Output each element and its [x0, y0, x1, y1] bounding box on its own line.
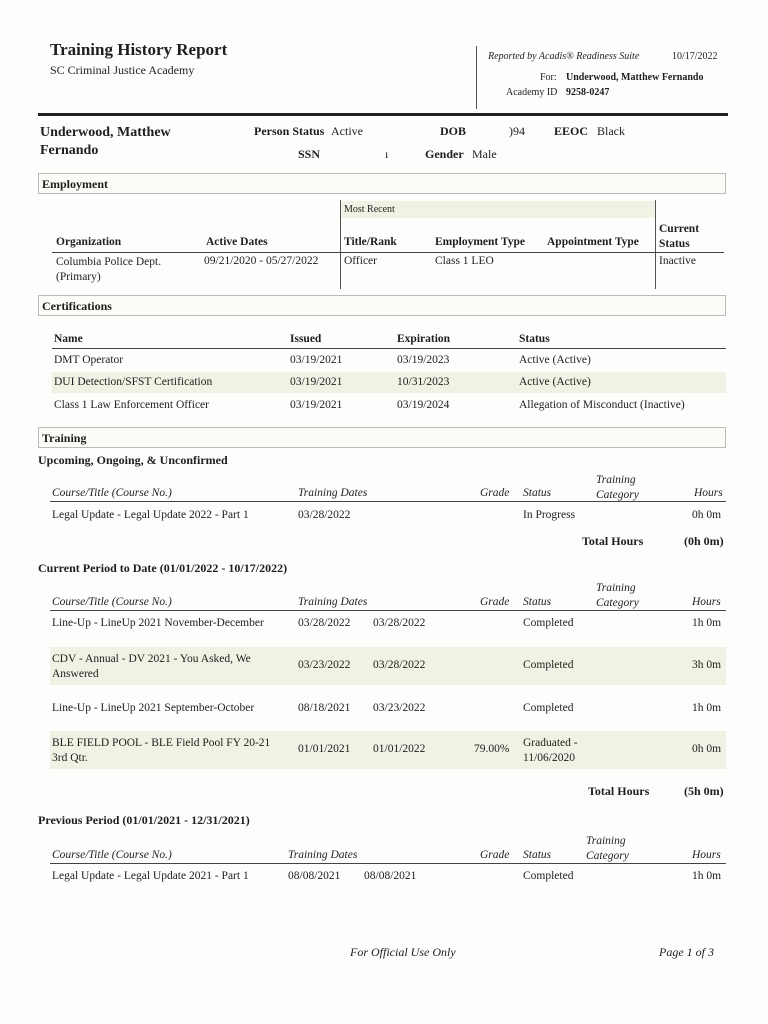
training-row-status: Graduated - 11/06/2020	[523, 737, 578, 764]
training-row-status: Completed	[523, 870, 574, 882]
cert-row-expiration: 10/31/2023	[397, 376, 450, 388]
training-row-course: Legal Update - Legal Update 2022 - Part 1	[52, 509, 249, 521]
employment-header-rule	[52, 252, 724, 253]
training-row-start: 03/28/2022	[298, 617, 351, 629]
header-rule	[38, 113, 728, 116]
cert-row-name: DMT Operator	[54, 354, 124, 366]
certifications-section-bar	[38, 295, 726, 316]
cert-row-expiration: 03/19/2024	[397, 399, 450, 411]
training-row-hours: 1h 0m	[692, 702, 722, 714]
upcoming-header-rule	[50, 501, 726, 502]
emp-row-current-status: Inactive	[659, 255, 697, 267]
cert-row-status: Active (Active)	[519, 354, 591, 366]
training-row-end: 03/28/2022	[373, 659, 426, 671]
current-total-label: Total Hours	[588, 784, 650, 798]
current-header-grade: Grade	[480, 596, 510, 608]
emp-header-employment-type: Employment Type	[435, 236, 525, 248]
current-total-value: (5h 0m)	[684, 784, 724, 798]
current-header-rule	[50, 610, 726, 611]
training-row-hours: 0h 0m	[692, 509, 722, 521]
for-value: Underwood, Matthew Fernando	[566, 72, 704, 83]
cert-row-status: Active (Active)	[519, 376, 591, 388]
certifications-section-label: Certifications	[42, 299, 112, 313]
cert-row-issued: 03/19/2021	[290, 376, 343, 388]
person-name: Underwood, Matthew Fernando	[40, 125, 171, 158]
cert-row-issued: 03/19/2021	[290, 354, 343, 366]
reported-by: Reported by Acadis® Readiness Suite	[488, 51, 640, 62]
person-status-value: Active	[331, 124, 363, 138]
emp-header-title-rank: Title/Rank	[344, 236, 397, 248]
training-row-status: Completed	[523, 617, 574, 629]
person-status-label: Person Status	[254, 124, 325, 138]
training-row-end: 03/23/2022	[373, 702, 426, 714]
training-row-course: BLE FIELD POOL - BLE Field Pool FY 20-21 3rd Qtr.	[52, 737, 271, 764]
previous-header-hours: Hours	[692, 849, 721, 861]
training-row-status: Completed	[523, 659, 574, 671]
upcoming-header-hours: Hours	[694, 487, 723, 499]
training-row-status: In Progress	[523, 509, 576, 521]
training-row-hours: 3h 0m	[692, 659, 722, 671]
emp-row-organization: Columbia Police Dept. (Primary)	[56, 256, 162, 283]
previous-period-heading: Previous Period (01/01/2021 - 12/31/2021)	[38, 813, 250, 827]
report-title: Training History Report	[50, 40, 228, 59]
cert-header-rule	[52, 348, 726, 349]
training-row-course: Line-Up - LineUp 2021 September-October	[52, 702, 255, 714]
previous-header-grade: Grade	[480, 849, 510, 861]
for-label: For:	[540, 72, 557, 83]
gender-label: Gender	[425, 147, 464, 161]
training-row-hours: 1h 0m	[692, 617, 722, 629]
current-header-dates: Training Dates	[298, 596, 368, 608]
eeoc-value: Black	[597, 124, 625, 138]
employment-divider-right	[655, 200, 656, 289]
emp-header-appointment-type: Appointment Type	[547, 236, 639, 248]
training-row-course: Line-Up - LineUp 2021 November-December	[52, 617, 264, 629]
training-row-start: 01/01/2021	[298, 743, 351, 755]
current-header-hours: Hours	[692, 596, 721, 608]
previous-header-dates: Training Dates	[288, 849, 358, 861]
cert-header-name: Name	[54, 333, 83, 345]
footer-notice: For Official Use Only	[350, 945, 456, 959]
dob-value: )94	[509, 124, 525, 138]
header-divider	[476, 46, 477, 109]
training-row-course: Legal Update - Legal Update 2021 - Part 1	[52, 870, 249, 882]
upcoming-header-status: Status	[523, 487, 552, 499]
training-row-start: 03/23/2022	[298, 659, 351, 671]
employment-section-bar	[38, 173, 726, 194]
cert-header-status: Status	[519, 333, 550, 345]
upcoming-heading: Upcoming, Ongoing, & Unconfirmed	[38, 453, 228, 467]
emp-header-current-status: Current Status	[659, 223, 700, 250]
cert-row-expiration: 03/19/2023	[397, 354, 450, 366]
eeoc-label: EEOC	[554, 124, 589, 138]
training-row-grade: 79.00%	[474, 743, 510, 755]
training-row-start: 08/18/2021	[298, 702, 351, 714]
employment-section-label: Employment	[42, 177, 108, 191]
training-row-hours: 0h 0m	[692, 743, 722, 755]
previous-header-status: Status	[523, 849, 552, 861]
emp-row-employment-type: Class 1 LEO	[435, 255, 494, 267]
gender-value: Male	[472, 147, 497, 161]
training-row-end: 03/28/2022	[373, 617, 426, 629]
emp-row-active-dates: 09/21/2020 - 05/27/2022	[204, 255, 319, 267]
training-section-label: Training	[42, 431, 87, 445]
current-header-course: Course/Title (Course No.)	[52, 596, 172, 608]
current-period-heading: Current Period to Date (01/01/2022 - 10/17/2022)	[38, 561, 288, 575]
ssn-value: ı	[385, 147, 389, 161]
emp-row-title-rank: Officer	[344, 255, 377, 267]
training-row-start: 08/08/2021	[288, 870, 341, 882]
most-recent-label: Most Recent	[344, 204, 395, 215]
cert-header-issued: Issued	[290, 333, 322, 345]
cert-header-expiration: Expiration	[397, 333, 451, 345]
upcoming-total-value: (0h 0m)	[684, 534, 724, 548]
emp-header-organization: Organization	[56, 236, 122, 248]
training-row-hours: 1h 0m	[692, 870, 722, 882]
cert-row-status: Allegation of Misconduct (Inactive)	[519, 399, 685, 411]
training-row-end: 01/01/2022	[373, 743, 426, 755]
previous-header-rule	[50, 863, 726, 864]
upcoming-header-category: Training Category	[596, 474, 639, 501]
upcoming-total-label: Total Hours	[582, 534, 644, 548]
dob-label: DOB	[440, 124, 467, 138]
upcoming-header-grade: Grade	[480, 487, 510, 499]
previous-header-course: Course/Title (Course No.)	[52, 849, 172, 861]
report-date: 10/17/2022	[672, 51, 718, 62]
page-number: Page 1 of 3	[659, 945, 714, 959]
emp-header-active-dates: Active Dates	[206, 236, 268, 248]
cert-row-issued: 03/19/2021	[290, 399, 343, 411]
training-row-course: CDV - Annual - DV 2021 - You Asked, We Answered	[52, 653, 251, 680]
report-subtitle: SC Criminal Justice Academy	[50, 63, 195, 77]
academy-id-label: Academy ID	[506, 87, 558, 98]
training-row-end: 08/08/2021	[364, 870, 417, 882]
current-header-status: Status	[523, 596, 552, 608]
previous-header-category: Training Category	[586, 835, 629, 862]
current-header-category: Training Category	[596, 582, 639, 609]
cert-row-name: DUI Detection/SFST Certification	[54, 376, 213, 388]
upcoming-header-dates: Training Dates	[298, 487, 368, 499]
training-row-status: Completed	[523, 702, 574, 714]
training-section-bar	[38, 427, 726, 448]
academy-id-value: 9258-0247	[566, 87, 610, 98]
upcoming-header-course: Course/Title (Course No.)	[52, 487, 172, 499]
ssn-label: SSN	[298, 147, 321, 161]
training-row-start: 03/28/2022	[298, 509, 351, 521]
cert-row-name: Class 1 Law Enforcement Officer	[54, 399, 209, 411]
